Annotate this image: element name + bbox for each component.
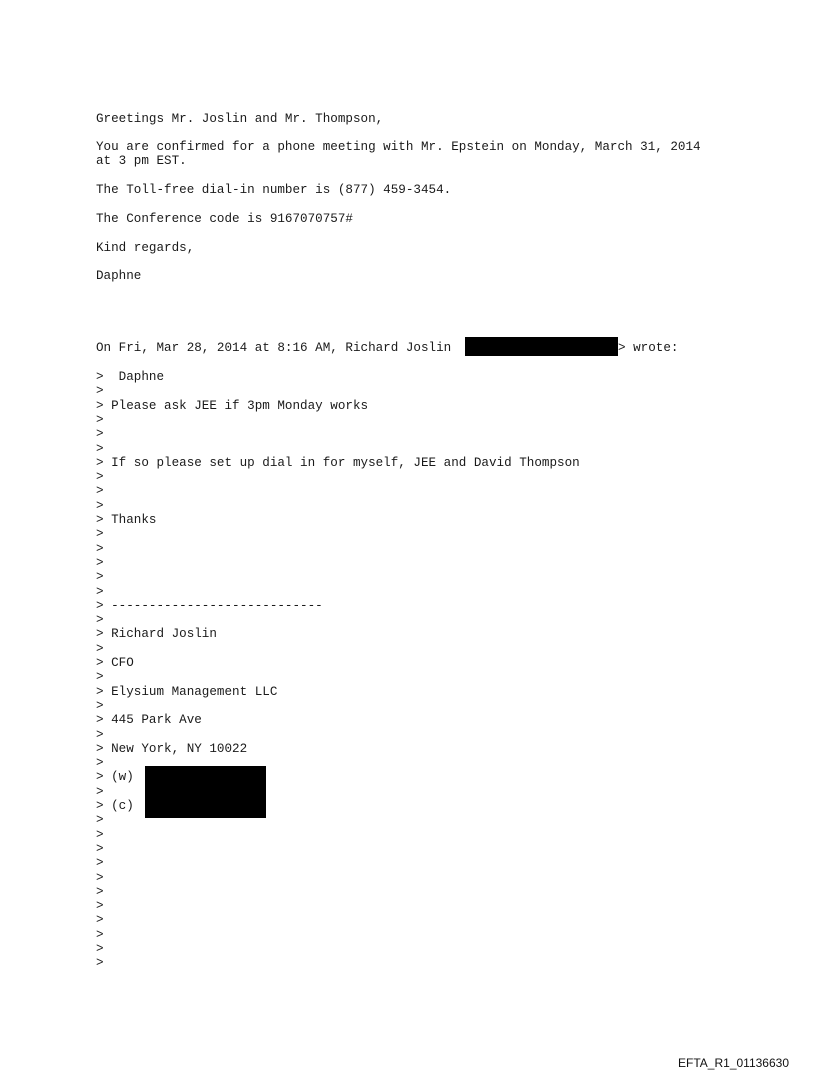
quoted-line: > xyxy=(96,555,104,570)
quoted-line: > xyxy=(96,856,104,871)
quoted-line: > xyxy=(96,956,104,971)
redaction-box-phone-numbers xyxy=(145,766,266,818)
quoted-line: > (c) xyxy=(96,799,134,813)
quoted-line: > xyxy=(96,484,104,499)
quoted-line: > xyxy=(96,384,104,399)
closing-line: Kind regards, xyxy=(96,241,195,255)
quoted-line: > xyxy=(96,613,104,628)
quoted-line: > xyxy=(96,527,104,542)
quoted-line: > xyxy=(96,541,104,556)
quoted-line: > xyxy=(96,584,104,599)
quoted-line: > CFO xyxy=(96,656,134,670)
quoted-line: > xyxy=(96,884,104,899)
quoted-line: > ---------------------------- xyxy=(96,598,323,613)
quoted-line: > xyxy=(96,913,104,928)
quoted-line: > xyxy=(96,841,104,856)
conference-code-line: The Conference code is 9167070757# xyxy=(96,212,353,226)
quoted-line: > xyxy=(96,470,104,485)
quoted-line: > Thanks xyxy=(96,513,157,527)
quoted-line: > xyxy=(96,498,104,513)
quoted-line: > Daphne xyxy=(96,370,165,384)
confirmation-line-1: You are confirmed for a phone meeting with Mr. Epstein on Monday, March 31, 2014 xyxy=(96,140,701,154)
document-id: EFTA_R1_01136630 xyxy=(678,1056,789,1070)
quoted-line: > xyxy=(96,827,104,842)
signature-line: Daphne xyxy=(96,269,142,283)
quoted-line: > If so please set up dial in for myself, JEE and David Thompson xyxy=(96,455,580,470)
quoted-header-prefix: On Fri, Mar 28, 2014 at 8:16 AM, Richard Joslin xyxy=(96,341,452,355)
quoted-line: > 445 Park Ave xyxy=(96,713,202,728)
quoted-line: > xyxy=(96,427,104,442)
quoted-line: > New York, NY 10022 xyxy=(96,741,248,756)
confirmation-line-2: at 3 pm EST. xyxy=(96,154,187,168)
quoted-line: > xyxy=(96,813,104,828)
quoted-line: > xyxy=(96,570,104,585)
redaction-box-email xyxy=(465,337,618,356)
quoted-line: > xyxy=(96,784,104,799)
quoted-line: > xyxy=(96,670,104,685)
quoted-line: > xyxy=(96,927,104,942)
quoted-line: > xyxy=(96,441,104,456)
quoted-line: > xyxy=(96,870,104,885)
quoted-line: > xyxy=(96,899,104,914)
quoted-line: > xyxy=(96,641,104,656)
quoted-line: > (w) xyxy=(96,770,134,785)
quoted-line: > Elysium Management LLC xyxy=(96,684,278,699)
quoted-line: > xyxy=(96,698,104,713)
quoted-line: > xyxy=(96,412,104,427)
quoted-line: > xyxy=(96,756,104,771)
quoted-line: > Please ask JEE if 3pm Monday works xyxy=(96,398,369,413)
quoted-line: > xyxy=(96,727,104,742)
greeting-line: Greetings Mr. Joslin and Mr. Thompson, xyxy=(96,112,384,126)
quoted-line: > Richard Joslin xyxy=(96,627,217,642)
dial-in-line: The Toll-free dial-in number is (877) 459-3454. xyxy=(96,183,452,197)
quoted-line: > xyxy=(96,942,104,956)
quoted-header-suffix: > wrote: xyxy=(618,341,679,355)
